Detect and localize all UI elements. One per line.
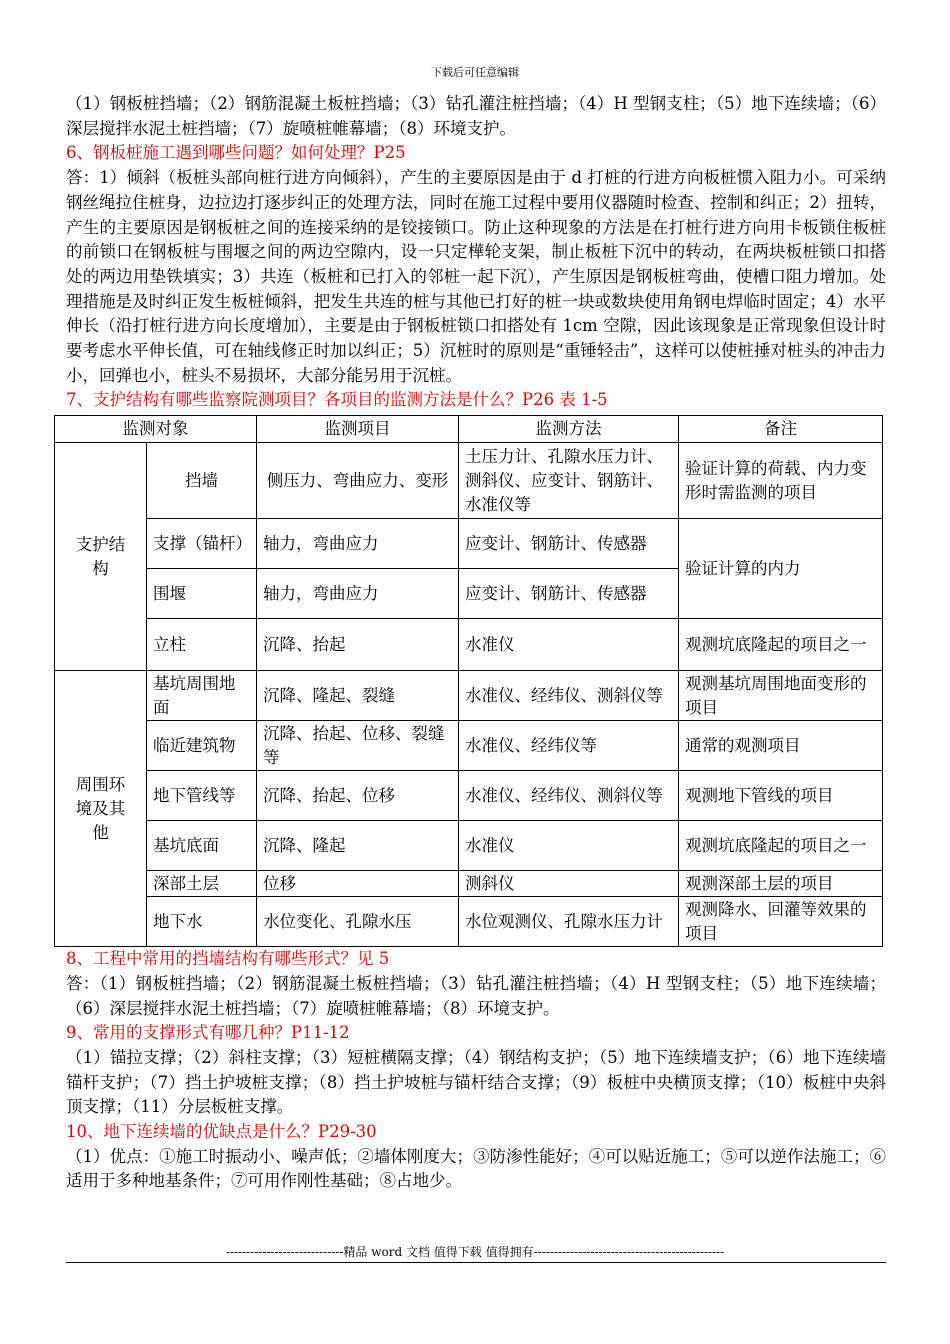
method-cell: 土压力计、孔隙水压力计、测斜仪、应变计、钢筋计、水准仪等 <box>459 443 679 519</box>
table-row <box>55 771 883 821</box>
note-cell: 观测基坑周围地面变形的项目 <box>679 671 883 721</box>
table-header-row <box>55 416 883 443</box>
item-cell: 沉降、隆起、裂缝 <box>257 671 459 721</box>
object-cell: 立柱 <box>147 619 257 671</box>
note-cell: 通常的观测项目 <box>679 721 883 771</box>
method-cell: 水准仪、经纬仪、测斜仪等 <box>459 771 679 821</box>
item-cell: 轴力，弯曲应力 <box>257 569 459 619</box>
question-heading: 6、钢板桩施工遇到哪些问题？如何处理？P25 <box>66 143 406 163</box>
object-cell: 深部土层 <box>147 871 257 897</box>
table-header: 监测项目 <box>257 416 459 443</box>
answer-text: （1）钢板桩挡墙；（2）钢筋混凝土板桩挡墙；（3）钻孔灌注桩挡墙；（4）H 型钢支柱；（5）地下连续墙；（6）深层搅拌水泥土桩挡墙；（7）旋喷桩帷幕墙；（8）环境支护。 <box>66 94 886 138</box>
question-heading: 10、地下连续墙的优缺点是什么？P29-30 <box>66 1122 377 1142</box>
document-body <box>66 92 886 1194</box>
answer-text: （1）锚拉支撑；（2）斜柱支撑；（3）短桩横隔支撑；（4）钢结构支护；（5）地下连续墙支护；（6）地下连续墙锚杆支护；（7）挡土护坡桩支撑；（8）挡土护坡桩与锚杆结合支撑；（9）板桩中央横顶支撑；（10）板桩中央斜顶支撑；（11）分层板桩支撑。 <box>66 1047 886 1117</box>
item-cell: 沉降、抬起 <box>257 619 459 671</box>
table-row <box>55 721 883 771</box>
monitoring-table <box>54 415 883 947</box>
method-cell: 应变计、钢筋计、传感器 <box>459 569 679 619</box>
group-label: 支护结构 <box>75 534 126 578</box>
group-cell <box>55 443 147 671</box>
object-cell: 基坑底面 <box>147 821 257 871</box>
table-header: 监测方法 <box>459 416 679 443</box>
note-cell: 验证计算的荷载、内力变形时需监测的项目 <box>679 443 883 519</box>
table-row <box>55 671 883 721</box>
answer-text: （1）优点：①施工时振动小、噪声低；②墙体刚度大；③防渗性能好；④可以贴近施工；⑤可以逆作法施工；⑥适用于多种地基条件；⑦可用作刚性基础；⑧占地少。 <box>66 1146 886 1191</box>
method-cell: 水准仪、经纬仪、测斜仪等 <box>459 671 679 721</box>
method-cell: 测斜仪 <box>459 871 679 897</box>
item-cell: 沉降、隆起 <box>257 821 459 871</box>
table-row <box>55 519 883 569</box>
item-cell: 沉降、抬起、位移 <box>257 771 459 821</box>
item-cell: 沉降、抬起、位移、裂缝等 <box>257 721 459 771</box>
footer-divider <box>66 1262 886 1263</box>
page-header: 下载后可任意编辑 <box>431 66 519 79</box>
note-cell: 观测坑底隆起的项目之一 <box>679 821 883 871</box>
table-row <box>55 443 883 519</box>
object-cell: 挡墙 <box>147 443 257 519</box>
table-header: 备注 <box>679 416 883 443</box>
object-cell: 地下水 <box>147 897 257 947</box>
object-cell: 地下管线等 <box>147 771 257 821</box>
table-row <box>55 619 883 671</box>
object-cell: 基坑周围地面 <box>147 671 257 721</box>
note-cell: 观测降水、回灌等效果的项目 <box>679 897 883 947</box>
group-cell <box>55 671 147 947</box>
page-footer: -----------------------------精品 word 文档 值得下载 值得拥有----------------------------------------------- <box>225 1245 725 1259</box>
note-cell: 观测地下管线的项目 <box>679 771 883 821</box>
object-cell: 围堰 <box>147 569 257 619</box>
item-cell: 位移 <box>257 871 459 897</box>
table-row <box>55 821 883 871</box>
method-cell: 水位观测仪、孔隙水压力计 <box>459 897 679 947</box>
note-cell: 验证计算的内力 <box>679 519 883 619</box>
question-heading: 8、工程中常用的挡墙结构有哪些形式？见 5 <box>66 949 390 969</box>
group-label: 周围环境及其他 <box>75 774 126 842</box>
answer-text: 答：1）倾斜（板桩头部向桩行进方向倾斜），产生的主要原因是由于 d 打桩的行进方向板桩惯入阻力小。可采纳钢丝绳拉住桩身，边拉边打逐步纠正的处理方法，同时在施工过程中要用仪器随时检查、控制和纠正；2）扭转，产生的主要原因是钢板桩之间的连接采纳的是铰接锁口。防止这种现象的方法是在打桩行进方向用卡板锁住板桩的前锁口在钢板桩与围堰之间的两边空隙内，设一只定樺轮支架，制止板桩下沉中的转动，在两块板桩锁口扣搭处的两边用垫铁填实；3）共连（板桩和已打入的邻桩一起下沉），产生原因是钢板桩弯曲，使槽口阻力增加。处理措施是及时纠正发生板桩倾斜，把发生共连的桩与其他已打好的桩一块或数块使用角钢电焊临时固定；4）水平伸长（沿打桩行进方向长度增加），主要是由于钢板桩锁口扣搭处有 1cm 空隙，因此该现象是正常现象但设计时要考虑水平伸长值，可在轴线修正时加以纠正；5）沉桩时的原则是“重锤轻击”，这样可以使桩捶对桩头的冲击力小，回弹也小，桩头不易损坏，大部分能另用于沉桩。 <box>66 168 886 385</box>
table-header: 监测对象 <box>55 416 257 443</box>
item-cell: 侧压力、弯曲应力、变形 <box>257 443 459 519</box>
table-row <box>55 871 883 897</box>
item-cell: 水位变化、孔隙水压 <box>257 897 459 947</box>
answer-text: 答：（1）钢板桩挡墙；（2）钢筋混凝土板桩挡墙；（3）钻孔灌注桩挡墙；（4）H 型钢支柱；（5）地下连续墙；（6）深层搅拌水泥土桩挡墙；（7）旋喷桩帷幕墙；（8）环境支护。 <box>66 973 886 1018</box>
item-cell: 轴力，弯曲应力 <box>257 519 459 569</box>
table-row <box>55 897 883 947</box>
object-cell: 临近建筑物 <box>147 721 257 771</box>
method-cell: 水准仪 <box>459 821 679 871</box>
question-heading: 7、支护结构有哪些监察院测项目？各项目的监测方法是什么？P26 表 1-5 <box>66 390 608 410</box>
method-cell: 水准仪、经纬仪等 <box>459 721 679 771</box>
object-cell: 支撑（锚杆） <box>147 519 257 569</box>
question-heading: 9、常用的支撑形式有哪几种？P11-12 <box>66 1023 350 1043</box>
note-cell: 观测坑底隆起的项目之一 <box>679 619 883 671</box>
note-cell: 观测深部土层的项目 <box>679 871 883 897</box>
method-cell: 应变计、钢筋计、传感器 <box>459 519 679 569</box>
method-cell: 水准仪 <box>459 619 679 671</box>
